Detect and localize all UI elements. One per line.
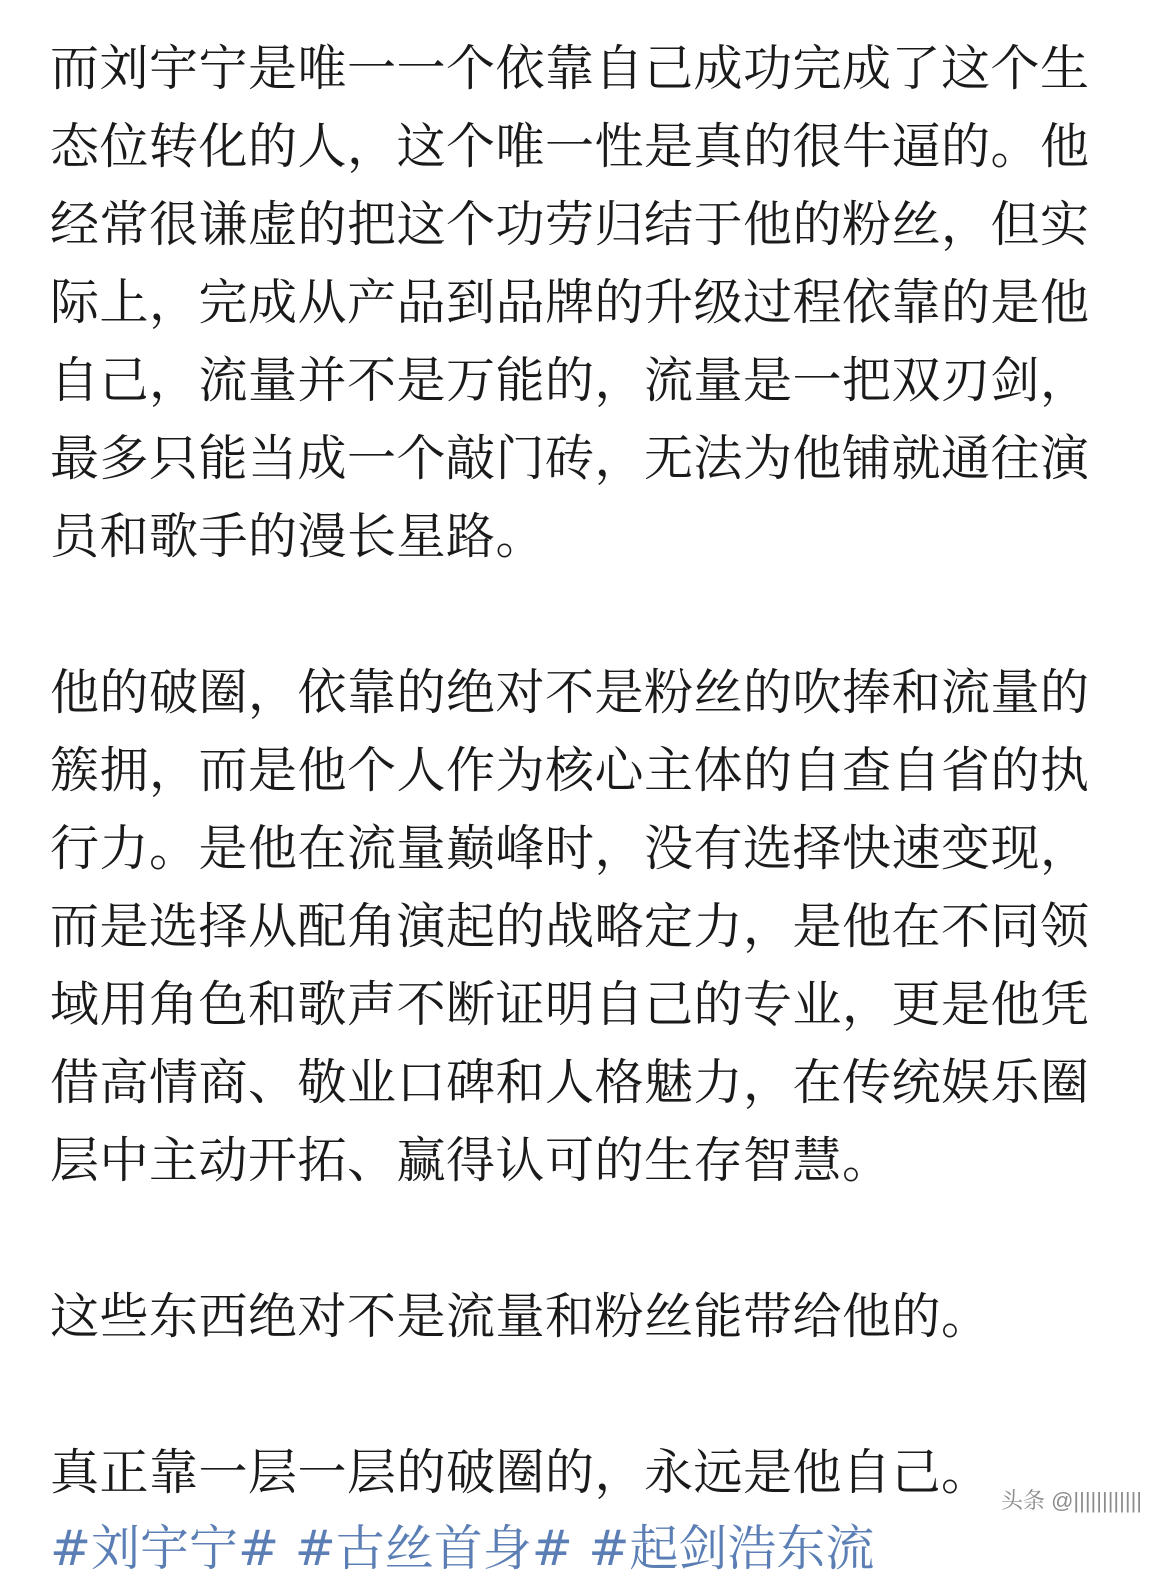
text-line: 真正靠一层一层的破圈的，永远是他自己。 xyxy=(50,1444,991,1501)
text-line: 而是选择从配角演起的战略定力，是他在不同领 xyxy=(50,898,1090,955)
text-line: 而刘宇宁是唯一一个依靠自己成功完成了这个生 xyxy=(50,40,1090,97)
text-line: 域用角色和歌声不断证明自己的专业，更是他凭 xyxy=(50,976,1090,1033)
paragraph-spacer xyxy=(50,1356,1100,1434)
text-line: 这些东西绝对不是流量和粉丝能带给他的。 xyxy=(50,1288,991,1345)
article-body xyxy=(50,30,1100,1512)
hashtag-links[interactable]: #刘宇宁# #古丝首身# #起剑浩东流 xyxy=(50,1520,875,1577)
watermark: 头条 @|||||||||||| xyxy=(1000,1488,1142,1513)
paragraph-spacer xyxy=(50,576,1100,654)
text-line: 员和歌手的漫长星路。 xyxy=(50,508,546,565)
text-line: 最多只能当成一个敲门砖，无法为他铺就通往演 xyxy=(50,430,1090,487)
text-line: 经常很谦虚的把这个功劳归结于他的粉丝，但实 xyxy=(50,196,1090,253)
paragraph-spacer xyxy=(50,1200,1100,1278)
paragraph xyxy=(50,1434,1100,1512)
text-line: 自己，流量并不是万能的，流量是一把双刃剑， xyxy=(50,352,1090,409)
text-line: 际上，完成从产品到品牌的升级过程依靠的是他 xyxy=(50,274,1090,331)
text-line: 行力。是他在流量巅峰时，没有选择快速变现， xyxy=(50,820,1090,877)
paragraph xyxy=(50,30,1100,576)
text-line: 态位转化的人，这个唯一性是真的很牛逼的。他 xyxy=(50,118,1090,175)
text-line: 层中主动开拓、赢得认可的生存智慧。 xyxy=(50,1132,892,1189)
text-line: 他的破圈，依靠的绝对不是粉丝的吹捧和流量的 xyxy=(50,664,1090,721)
paragraph xyxy=(50,654,1100,1200)
paragraph xyxy=(50,1278,1100,1356)
text-line: 簇拥，而是他个人作为核心主体的自查自省的执 xyxy=(50,742,1090,799)
text-line: 借高情商、敬业口碑和人格魅力，在传统娱乐圈 xyxy=(50,1054,1090,1111)
